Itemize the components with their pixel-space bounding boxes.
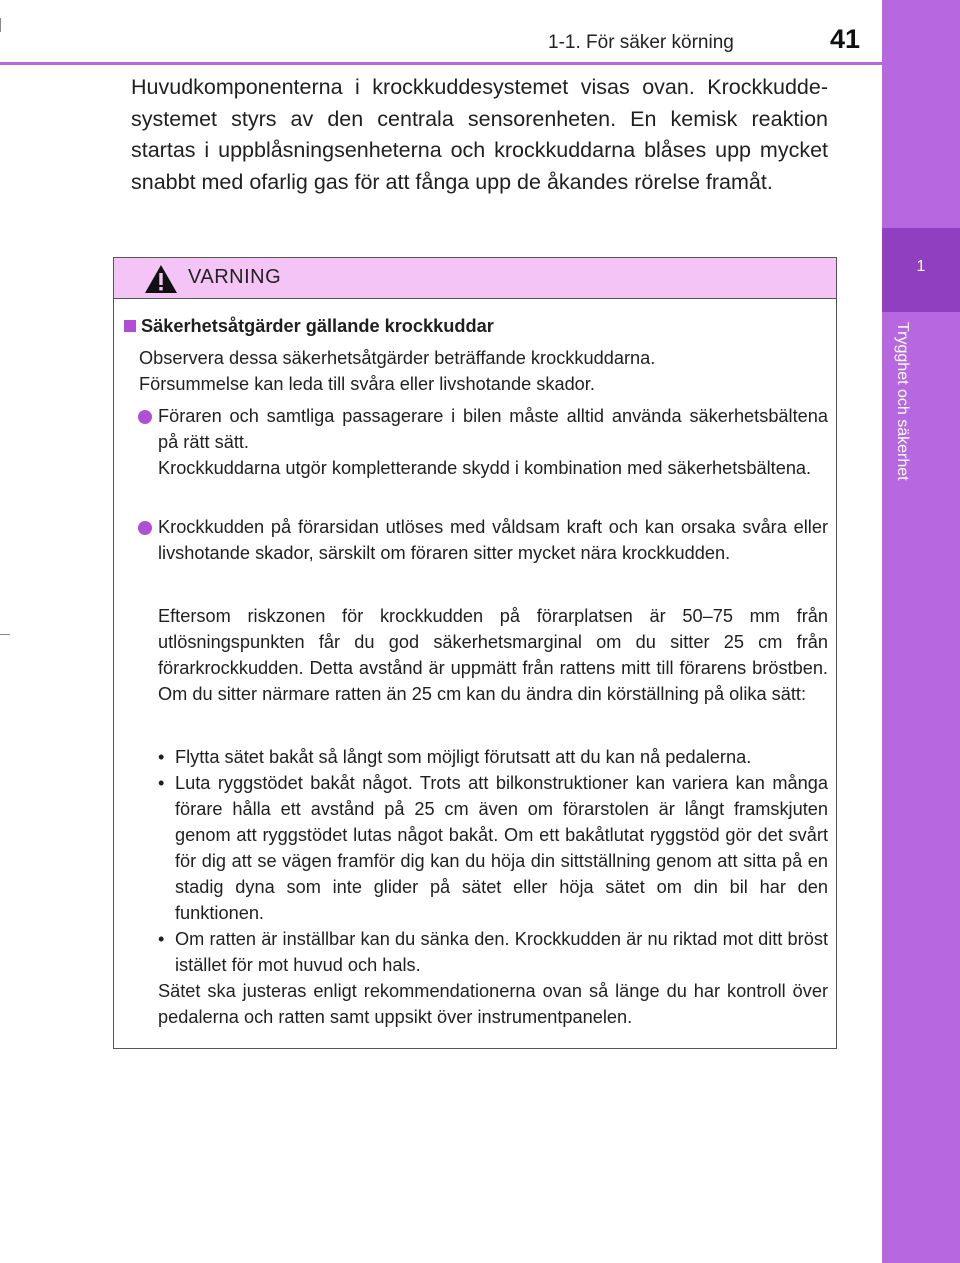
point-1: Föraren och samtliga passagerare i bilen måste alltid använda säkerhetsbältena på rätt sätt. <box>158 406 828 452</box>
warning-box <box>113 257 837 1049</box>
point-3: Krockkudden på förarsidan utlöses med våldsam kraft och kan orsaka svåra eller livshotande skador, särskilt om föraren sitter mycket nära krockkudden. <box>158 517 828 563</box>
section-heading <box>124 316 494 337</box>
round-bullet-icon <box>138 410 152 424</box>
bullet-dot: • <box>158 747 165 767</box>
warning-title: VARNING <box>188 266 282 288</box>
point-2: Krockkuddarna utgör kompletterande skydd i kombination med säkerhetsbältena. <box>158 458 812 478</box>
bullet-dot: • <box>158 929 165 949</box>
tip-2: Luta ryggstödet bakåt något. Trots att bilkonstruktioner kan variera kan många förare hålla ett avstånd på 25 cm även om förarstolen är långt framskjuten genom att ryggstödet lutas något bakåt. Om ett bakåtlutat ryggstöd gör det svårt för dig att se vägen framför dig kan du höja din sittställning genom att sitta på en stadig dyna som inte glider på sätet eller höja sätet om din bil har den funktionen. <box>175 773 828 923</box>
square-bullet-icon <box>124 320 136 332</box>
round-bullet-icon <box>138 521 152 535</box>
crop-mark <box>0 18 1 32</box>
chapter-title: Trygghet och säkerhet <box>894 322 911 481</box>
chapter-side-tab <box>882 0 960 1263</box>
section-label: 1-1. För säker körning <box>548 32 734 53</box>
intro-paragraph: Huvudkomponenterna i krockkuddesystemet visas ovan. Krockkuddesystemet styrs av den centrala sensorenheten. En kemisk reaktion startas i uppblåsningsenheterna och krockkuddarna blåses upp mycket snabbt med ofarlig gas för att fånga upp de åkandes rörelse framåt. <box>131 75 828 194</box>
crop-mark <box>0 634 10 635</box>
warning-header <box>114 258 836 299</box>
section-heading-text: Säkerhetsåtgärder gällande krockkuddar <box>141 316 494 336</box>
warning-triangle-icon <box>144 264 178 294</box>
tip-1: Flytta sätet bakåt så långt som möjligt förutsatt att du kan nå pedalerna. <box>175 747 752 767</box>
page-number: 41 <box>830 24 861 54</box>
section-intro: Observera dessa säkerhetsåtgärder beträffande krockkuddarna. Försummelse kan leda till svåra eller livshotande skador. <box>139 348 656 394</box>
tip-3: Om ratten är inställbar kan du sänka den. Krockkudden är nu riktad mot ditt bröst istället för mot huvud och hals. <box>175 929 828 975</box>
closing-paragraph: Sätet ska justeras enligt rekommendationerna ovan så länge du har kontroll över pedalerna och ratten samt uppsikt över instrumentpanelen. <box>158 981 828 1027</box>
bullet-dot: • <box>158 773 165 793</box>
header-rule <box>0 62 882 65</box>
chapter-number: 1 <box>916 258 926 275</box>
distance-paragraph: Eftersom riskzonen för krockkudden på förarplatsen är 50–75 mm från utlösningspunkten får du god säkerhetsmarginal om du sitter 25 cm från förarkrockkudden. Detta avstånd är uppmätt från rattens mitt till förarens bröstben. Om du sitter närmare ratten än 25 cm kan du ändra din körställning på olika sätt: <box>158 606 828 704</box>
